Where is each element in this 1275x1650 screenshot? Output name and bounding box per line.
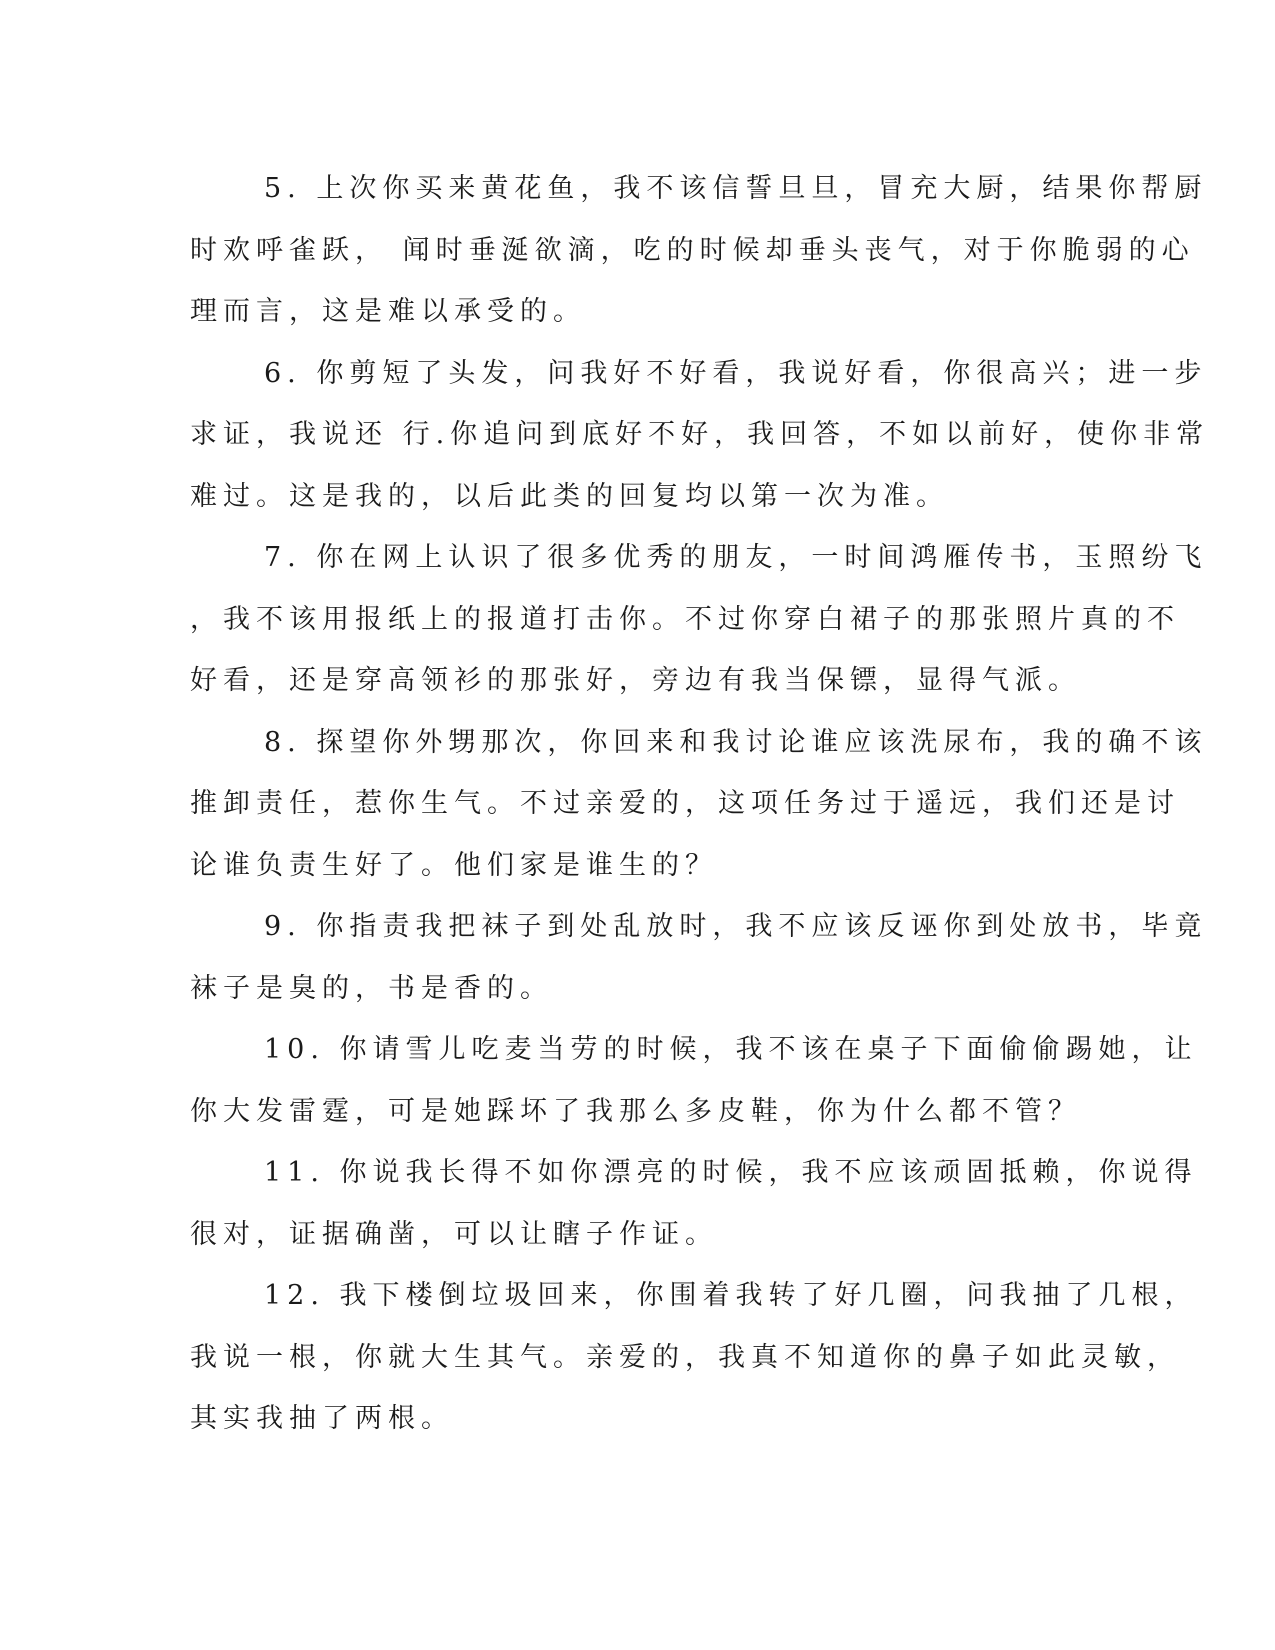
paragraph-line: 推卸责任，惹你生气。不过亲爱的，这项任务过于遥远，我们还是讨 <box>190 788 1180 819</box>
paragraph-line: 我说一根，你就大生其气。亲爱的，我真不知道你的鼻子如此灵敏， <box>190 1341 1180 1373</box>
paragraph-line: 好看，还是穿高领衫的那张好，旁边有我当保镖，显得气派。 <box>190 665 1081 696</box>
paragraph-line: 5. 上次你买来黄花鱼，我不该信誓旦旦，冒充大厨，结果你帮厨 <box>264 173 1208 204</box>
paragraph-line: 求证，我说还 行.你追问到底好不好，我回答，不如以前好，使你非常 <box>190 419 1210 450</box>
paragraph-line: 袜子是臭的，书是香的。 <box>190 972 553 1004</box>
paragraph-line: 你大发雷霆，可是她踩坏了我那么多皮鞋，你为什么都不管？ <box>190 1095 1081 1127</box>
paragraph-6 <box>190 343 1210 528</box>
paragraph-5 <box>190 158 1208 343</box>
paragraph-8 <box>190 712 1208 897</box>
paragraph-line: 理而言，这是难以承受的。 <box>190 296 586 327</box>
document-body <box>190 158 1210 1450</box>
paragraph-line: ，我不该用报纸上的报道打击你。不过你穿白裙子的那张照片真的不 <box>190 603 1180 635</box>
paragraph-12 <box>190 1265 1198 1450</box>
paragraph-10 <box>190 1019 1198 1142</box>
paragraph-line: 时欢呼雀跃， 闻时垂涎欲滴，吃的时候却垂头丧气，对于你脆弱的心 <box>190 234 1195 266</box>
paragraph-line: 难过。这是我的，以后此类的回复均以第一次为准。 <box>190 480 949 512</box>
paragraph-line: 12. 我下楼倒垃圾回来，你围着我转了好几圈，问我抽了几根， <box>264 1280 1198 1311</box>
paragraph-line: 8. 探望你外甥那次，你回来和我讨论谁应该洗尿布，我的确不该 <box>264 726 1208 758</box>
paragraph-line: 9. 你指责我把袜子到处乱放时，我不应该反诬你到处放书，毕竟 <box>264 911 1208 942</box>
paragraph-9 <box>190 896 1208 1019</box>
paragraph-11 <box>190 1142 1198 1265</box>
paragraph-line: 7. 你在网上认识了很多优秀的朋友，一时间鸿雁传书，玉照纷飞 <box>264 542 1208 573</box>
paragraph-line: 论谁负责生好了。他们家是谁生的？ <box>190 849 718 881</box>
paragraph-line: 6. 你剪短了头发，问我好不好看，我说好看，你很高兴；进一步 <box>264 357 1208 389</box>
paragraph-line: 10. 你请雪儿吃麦当劳的时候，我不该在桌子下面偷偷踢她，让 <box>264 1034 1198 1065</box>
paragraph-line: 很对，证据确凿，可以让瞎子作证。 <box>190 1218 718 1250</box>
paragraph-7 <box>190 527 1208 712</box>
paragraph-line: 11. 你说我长得不如你漂亮的时候，我不应该顽固抵赖，你说得 <box>264 1157 1198 1188</box>
paragraph-line: 其实我抽了两根。 <box>190 1403 454 1434</box>
